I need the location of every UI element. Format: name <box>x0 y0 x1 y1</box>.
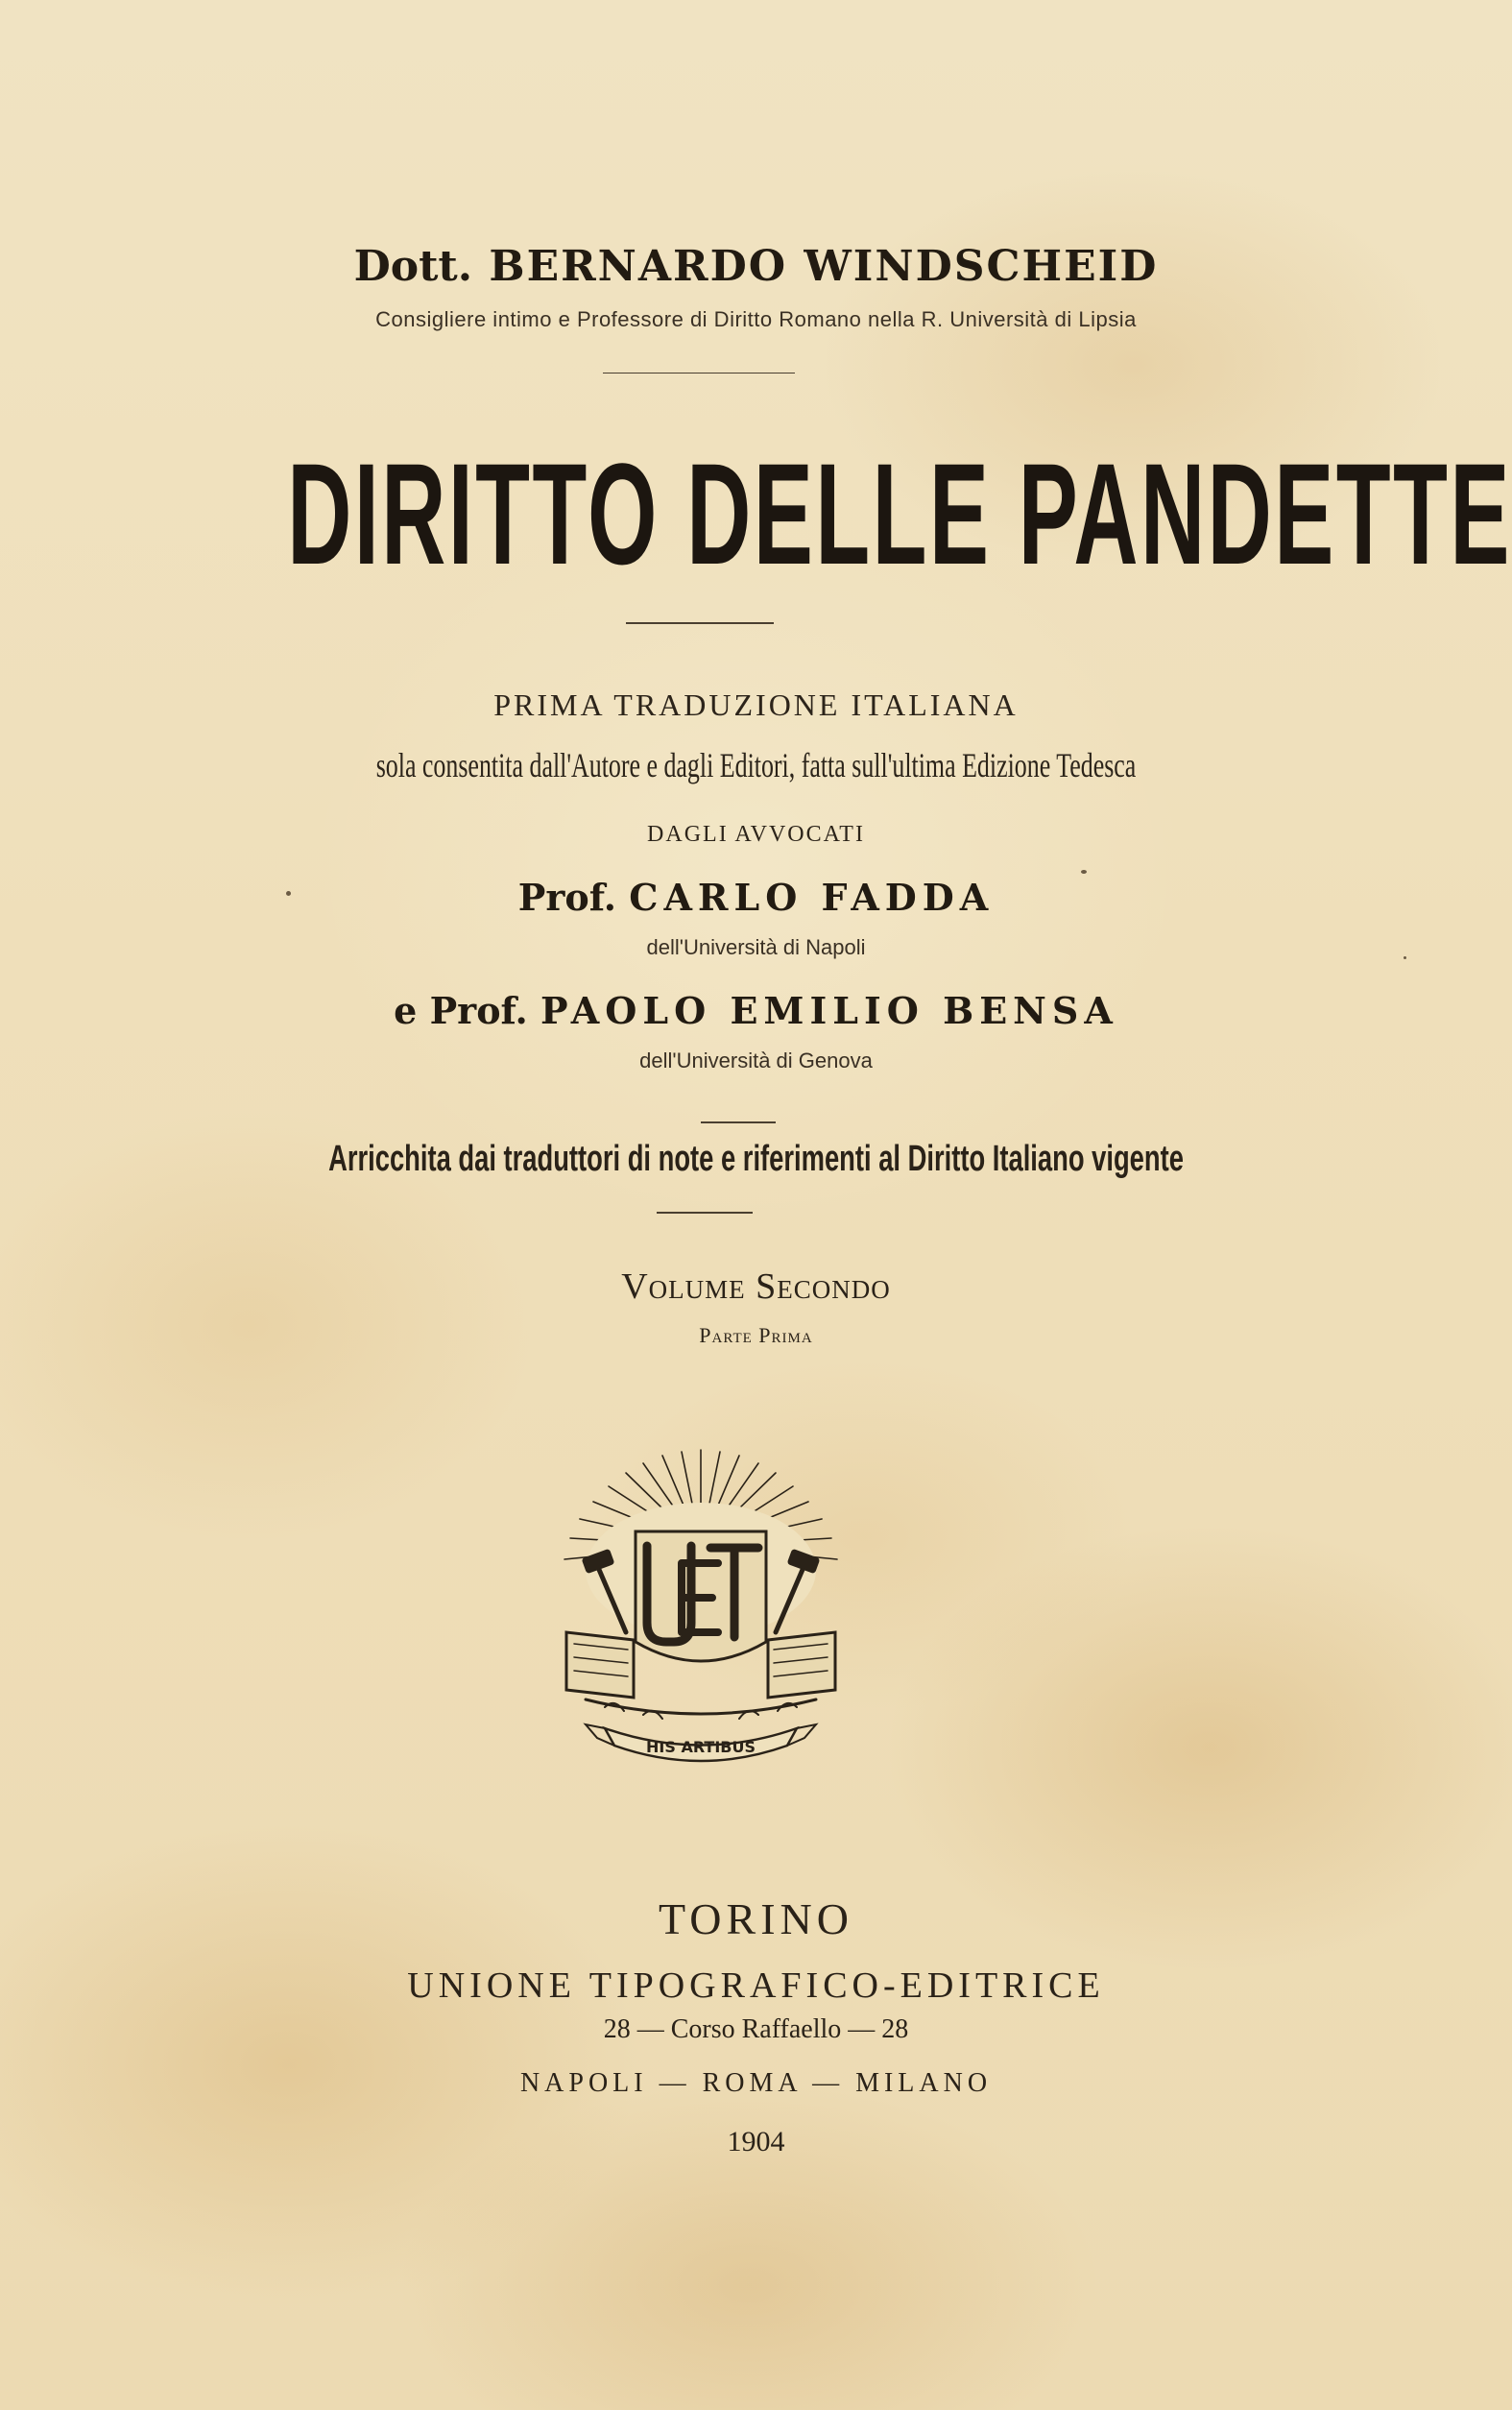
translator-1-title: Prof. <box>517 876 616 919</box>
translator-2 <box>0 989 1512 1032</box>
author-role: Consigliere intimo e Professore di Diritto Romano nella R. Università di Lipsia <box>375 307 1137 331</box>
volume-label: Volume Secondo <box>621 1266 891 1307</box>
author-name: BERNARDO WINDSCHEID <box>489 242 1159 291</box>
translator-2-name: PAOLO EMILIO BENSA <box>540 989 1118 1032</box>
imprint-year: 1904 <box>727 2126 785 2157</box>
imprint-city: TORINO <box>659 1894 853 1943</box>
translator-1 <box>0 876 1512 919</box>
translator-2-affiliation: dell'Università di Genova <box>639 1048 873 1072</box>
translator-1-name: CARLO FADDA <box>629 876 995 919</box>
divider-rule <box>626 622 774 624</box>
translators-intro: DAGLI AVVOCATI <box>647 822 865 847</box>
paper-speck <box>286 891 291 896</box>
paper-speck <box>1404 956 1406 959</box>
publisher-emblem-icon <box>547 1440 854 1767</box>
translator-2-conj: e <box>394 989 418 1032</box>
volume-part: Parte Prima <box>699 1323 813 1347</box>
emblem-motto: HIS ARTIBUS <box>646 1738 756 1756</box>
translator-2-title: Prof. <box>429 989 528 1032</box>
translation-detail: sola consentita dall'Autore e dagli Editori, fatta sull'ultima Edizione Tedesca <box>375 746 1137 784</box>
divider-rule <box>603 373 795 374</box>
translators-note: Arricchita dai traduttori di note e riferimenti al Diritto Italiano vigente <box>328 1139 1184 1179</box>
author-line <box>0 242 1512 291</box>
imprint-cities: NAPOLI — ROMA — MILANO <box>519 2068 993 2098</box>
translation-heading: PRIMA TRADUZIONE ITALIANA <box>493 687 1019 722</box>
divider-rule <box>701 1121 776 1123</box>
imprint-address: 28 — Corso Raffaello — 28 <box>603 2014 909 2044</box>
imprint-publisher: UNIONE TIPOGRAFICO-EDITRICE <box>407 1965 1105 2006</box>
author-prefix: Dott. <box>353 242 473 291</box>
book-title: DIRITTO DELLE PANDETTE <box>287 433 1512 594</box>
paper-speck <box>1081 870 1087 874</box>
translator-1-affiliation: dell'Università di Napoli <box>646 935 866 959</box>
divider-rule <box>657 1212 753 1214</box>
